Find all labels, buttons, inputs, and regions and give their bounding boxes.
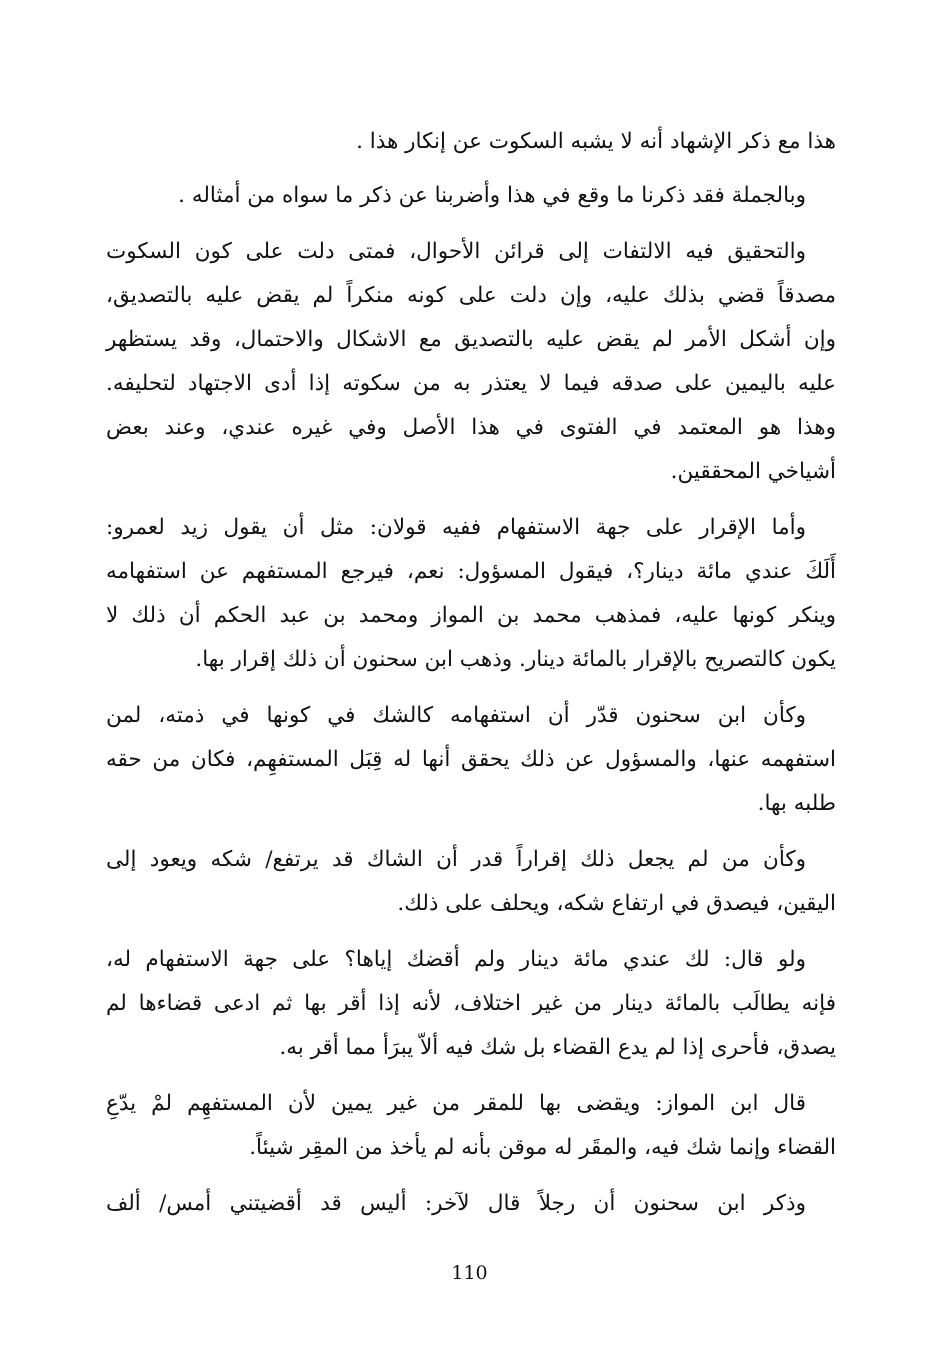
text-line: أَلَكَ عندي مائة دينار؟، فيقول المسؤول: نعم، فيرجع المستفهم عن استفهامه	[106, 559, 836, 584]
paragraph-1	[106, 120, 836, 164]
paragraph-2	[106, 174, 836, 218]
text-line: وبالجملة فقد ذكرنا ما وقع في هذا وأضربنا عن ذكر ما سواه من أمثاله .	[178, 183, 806, 208]
page-body	[106, 120, 836, 1238]
text-line: أشياخي المحققين.	[670, 459, 836, 484]
text-line: ولو قال: لك عندي مائة دينار ولم أقضك إياها؟ على جهة الاستفهام له،	[106, 947, 806, 972]
text-line: وكأن ابن سحنون قدّر أن استفهامه كالشك في كونها في ذمته، لمن	[106, 703, 806, 728]
page-number: 110	[451, 1262, 488, 1284]
paragraph-6	[106, 838, 836, 926]
text-line: القضاء وإنما شك فيه، والمقَر له موقن بأنه لم يأخذ من المقِر شيئاً.	[249, 1135, 836, 1160]
paragraph-4	[106, 506, 836, 682]
text-line: وذكر ابن سحنون أن رجلاً قال لآخر: أليس قد أقضيتني أمس/ ألف	[106, 1191, 806, 1216]
paragraph-8	[106, 1082, 836, 1170]
text-line: هذا مع ذكر الإشهاد أنه لا يشبه السكوت عن إنكار هذا .	[356, 129, 836, 154]
text-line: قال ابن المواز: ويقضى بها للمقر من غير يمين لأن المستفهِم لمْ يدّعِ	[106, 1091, 806, 1116]
paragraph-5	[106, 694, 836, 826]
paragraph-3	[106, 230, 836, 494]
paragraph-7	[106, 938, 836, 1070]
text-line: وأما الإقرار على جهة الاستفهام ففيه قولان: مثل أن يقول زيد لعمرو:	[106, 515, 806, 540]
text-line: استفهمه عنها، والمسؤول عن ذلك يحقق أنها له قِبَل المستفهِم، فكان من حقه	[106, 747, 836, 772]
text-line: مصدقاً قضي بذلك عليه، وإن دلت على كونه منكراً لم يقض عليه بالتصديق،	[106, 283, 836, 308]
paragraph-9	[106, 1182, 836, 1226]
text-line: اليقين، فيصدق في ارتفاع شكه، ويحلف على ذلك.	[397, 891, 836, 916]
text-line: طلبه بها.	[757, 791, 836, 816]
text-line: عليه باليمين على صدقه فيما لا يعتذر به من سكوته إذا أدى الاجتهاد لتحليفه.	[106, 371, 836, 396]
text-line: يكون كالتصريح بالإقرار بالمائة دينار. وذهب ابن سحنون أن ذلك إقرار بها.	[195, 647, 836, 672]
text-line: وينكر كونها عليه، فمذهب محمد بن المواز ومحمد بن عبد الحكم أن ذلك لا	[106, 603, 836, 628]
text-line: وإن أشكل الأمر لم يقض عليه بالتصديق مع الاشكال والاحتمال، وقد يستظهر	[106, 327, 836, 352]
text-line: فإنه يطالَب بالمائة دينار من غير اختلاف، لأنه إذا أقر بها ثم ادعى قضاءها لم	[106, 991, 836, 1016]
text-line: وكأن من لم يجعل ذلك إقراراً قدر أن الشاك قد يرتفع/ شكه ويعود إلى	[106, 847, 806, 872]
text-line: يصدق، فأحرى إذا لم يدع القضاء بل شك فيه ألاّ يبرَأ مما أقر به.	[279, 1035, 836, 1060]
text-line: وهذا هو المعتمد في الفتوى في هذا الأصل وفي غيره عندي، وعند بعض	[106, 415, 836, 440]
text-line: والتحقيق فيه الالتفات إلى قرائن الأحوال، فمتى دلت على كون السكوت	[106, 239, 806, 264]
